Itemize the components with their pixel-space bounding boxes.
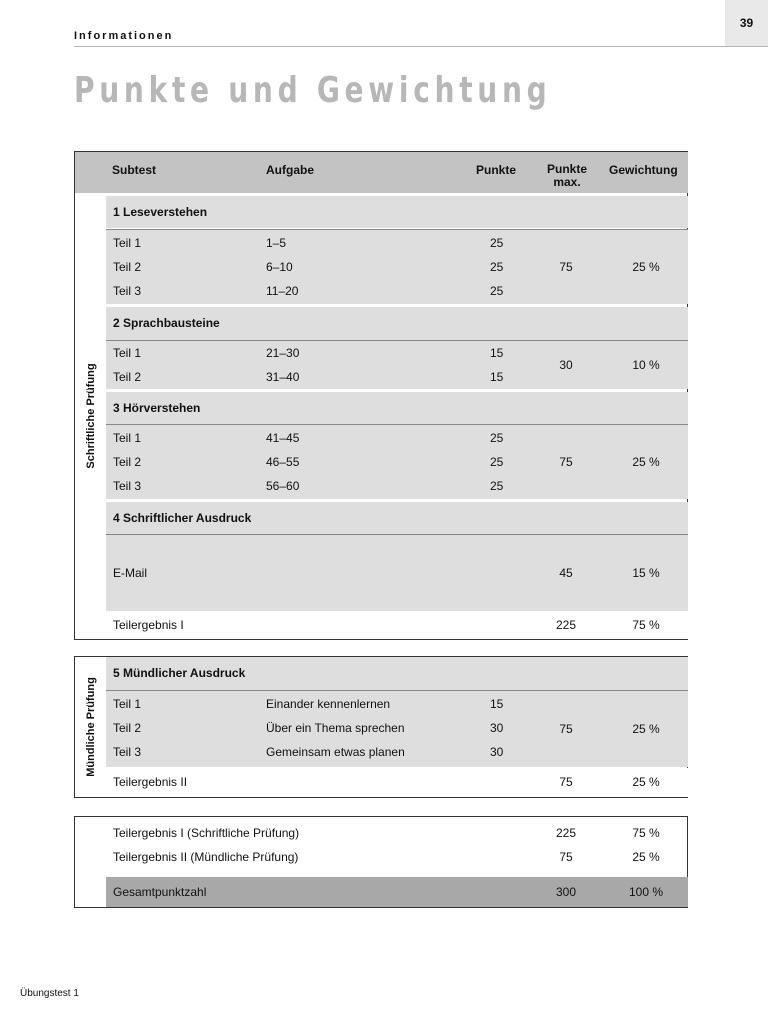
summary-label: Teilergebnis I (Schriftliche Prüfung) [113,826,300,840]
footer-label: Übungstest 1 [20,988,79,999]
teil-label: Teil 2 [113,721,142,735]
aufgabe-range: 6–10 [266,260,293,274]
punkte-value: 25 [490,455,504,469]
col-punkte: Punkte [476,163,517,177]
subtest-heading [106,657,688,690]
aufgabe-range: 11–20 [266,284,299,298]
subtest-heading [106,196,688,228]
punkte-value: 15 [490,370,504,384]
weighting: 15 % [632,566,660,580]
punkte-value: 15 [490,697,504,711]
col-punkte-max-line2: max. [553,175,581,189]
written-exam-label: Schriftliche Prüfung [85,363,97,469]
header-divider [74,46,768,47]
aufgabe-range: 21–30 [266,346,300,360]
max-points: 225 [555,618,577,632]
ausdruck-rows [106,534,688,611]
max-points: 75 [559,722,573,736]
teil-label: Teil 2 [113,260,142,274]
punkte-value: 30 [490,745,504,759]
weighting: 25 % [632,260,660,274]
col-punkte-max [541,163,593,189]
grand-total-label: Gesamtpunktzahl [113,885,207,899]
grand-total-row [106,877,688,907]
aufgabe-text: Gemeinsam etwas planen [266,745,405,759]
weighting: 25 % [632,775,660,789]
max-points: 75 [559,455,573,469]
sprachbausteine-rows [106,340,688,389]
weighting: 25 % [632,850,660,864]
teil-label: Teil 3 [113,284,142,298]
weighting: 75 % [632,618,660,632]
max-points: 75 [559,775,573,789]
teil-label: Teil 3 [113,745,142,759]
max-points: 75 [559,850,573,864]
weighting: 25 % [632,455,660,469]
page-title: Punkte und Gewichtung [74,70,552,111]
subtest-title: 1 Leseverstehen [113,205,208,219]
teil-label: Teil 1 [113,697,142,711]
col-subtest: Subtest [112,163,157,177]
summary-row [106,850,688,870]
max-points: 75 [559,260,573,274]
weighting: 75 % [632,826,660,840]
subtotal-row [106,768,688,797]
row-divider [106,229,688,230]
weighting: 25 % [632,722,660,736]
teil-label: Teil 1 [113,236,142,250]
aufgabe-range: 46–55 [266,455,300,469]
teil-label: Teil 2 [113,455,142,469]
subtotal-label: Teilergebnis II [113,775,188,789]
punkte-value: 25 [490,284,504,298]
subtest-heading [106,307,688,340]
teil-label: Teil 1 [113,346,142,360]
leseverstehen-rows [106,229,688,304]
punkte-value: 30 [490,721,504,735]
col-gewichtung: Gewichtung [609,163,678,177]
row-divider [106,690,688,691]
table-header [75,152,688,193]
row-divider [106,534,688,535]
row-divider [106,340,688,341]
punkte-value: 25 [490,236,504,250]
aufgabe-range: 31–40 [266,370,300,384]
hoerverstehen-rows [106,424,688,499]
item-label: E-Mail [113,566,148,580]
aufgabe-range: 41–45 [266,431,300,445]
grand-total-weighting: 100 % [628,885,664,899]
subtotal-row [106,611,688,639]
subtotal-label: Teilergebnis I [113,618,184,632]
col-aufgabe: Aufgabe [266,163,314,177]
summary-label: Teilergebnis II (Mündliche Prüfung) [113,850,299,864]
teil-label: Teil 1 [113,431,142,445]
col-punkte-max-line1: Punkte [546,162,587,176]
subtest-heading [106,502,688,534]
subtest-title: 4 Schriftlicher Ausdruck [113,511,252,525]
subtest-title: 5 Mündlicher Ausdruck [113,666,246,680]
muendlich-rows [106,690,688,767]
subtest-heading [106,392,688,424]
max-points: 225 [555,826,577,840]
teil-label: Teil 2 [113,370,142,384]
aufgabe-text: Über ein Thema sprechen [266,721,405,735]
aufgabe-range: 1–5 [266,236,287,250]
teil-label: Teil 3 [113,479,142,493]
grand-total-points: 300 [555,885,577,899]
punkte-value: 25 [490,479,504,493]
aufgabe-range: 56–60 [266,479,300,493]
row-divider [106,424,688,425]
subtest-title: 3 Hörverstehen [113,401,201,415]
section-label: Informationen [74,30,174,42]
summary-row [106,826,688,846]
subtest-title: 2 Sprachbausteine [113,316,220,330]
page-number: 39 [725,0,768,46]
punkte-value: 25 [490,431,504,445]
weighting: 10 % [632,358,660,372]
oral-exam-label: Mündliche Prüfung [85,677,97,777]
max-points: 30 [559,358,573,372]
aufgabe-text: Einander kennenlernen [266,697,391,711]
punkte-value: 15 [490,346,504,360]
max-points: 45 [559,566,573,580]
punkte-value: 25 [490,260,504,274]
